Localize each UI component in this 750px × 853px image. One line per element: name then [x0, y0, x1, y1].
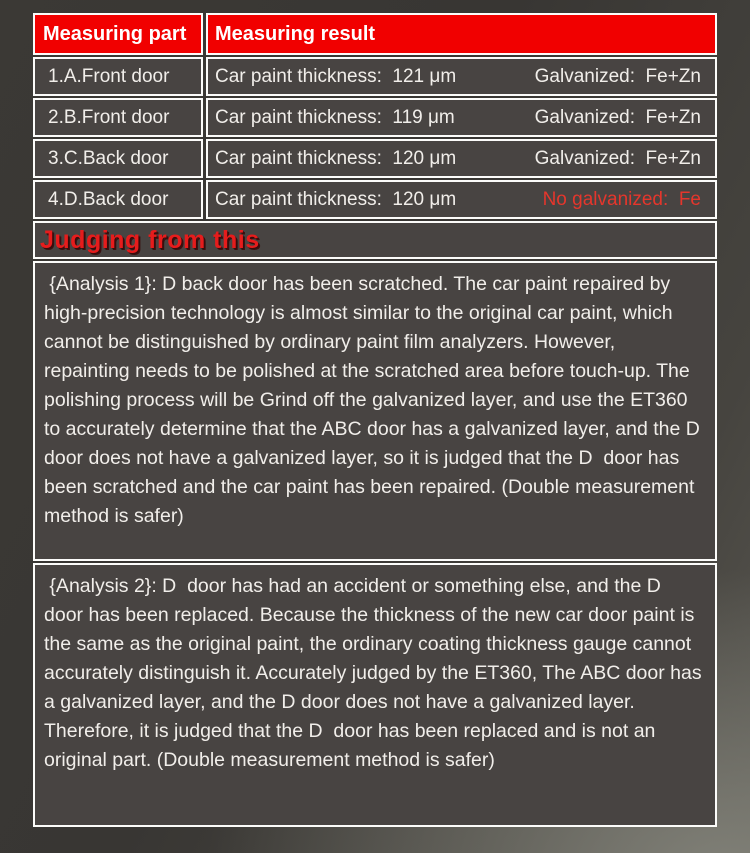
part-label: 2.B.Front door [33, 98, 203, 137]
thickness-value: Car paint thickness: 120 μm [215, 147, 457, 169]
part-label: 4.D.Back door [33, 180, 203, 219]
galvanized-value: Galvanized: Fe+Zn [534, 147, 701, 169]
measurement-report [33, 13, 717, 827]
result-cell [206, 57, 717, 96]
thickness-value: Car paint thickness: 121 μm [215, 65, 457, 87]
judging-row [33, 221, 717, 259]
table-row-c-back-door [33, 139, 717, 178]
part-label: 1.A.Front door [33, 57, 203, 96]
header-measuring-part: Measuring part [33, 13, 203, 55]
analysis-1-row [33, 261, 717, 561]
header-measuring-result: Measuring result [206, 13, 717, 55]
table-row-b-front-door [33, 98, 717, 137]
result-cell [206, 139, 717, 178]
galvanized-value: Galvanized: Fe+Zn [534, 65, 701, 87]
thickness-value: Car paint thickness: 119 μm [215, 106, 455, 128]
part-label: 3.C.Back door [33, 139, 203, 178]
galvanized-value: Galvanized: Fe+Zn [534, 106, 701, 128]
table-row-a-front-door [33, 57, 717, 96]
judging-heading: Judging from this [40, 225, 260, 254]
analysis-2-row [33, 563, 717, 827]
result-cell [206, 98, 717, 137]
table-row-d-back-door [33, 180, 717, 219]
judging-cell [33, 221, 717, 259]
thickness-value: Car paint thickness: 120 μm [215, 188, 457, 210]
result-cell [206, 180, 717, 219]
table-header-row [33, 13, 717, 55]
analysis-2-text: {Analysis 2}: D door has had an accident or something else, and the D door has been replaced. Because the thickness of the new car door paint is the same as the original paint, the ordinary coating thickness gauge cannot accurately distinguish it. Accurately judged by the ET360, The ABC door has a galvanized layer, and the D door does not have a galvanized layer. Therefore, it is judged that the D door has been replaced and is not an original part. (Double measurement method is safer) [33, 563, 717, 827]
analysis-1-text: {Analysis 1}: D back door has been scratched. The car paint repaired by high-precision technology is almost similar to the original car paint, which cannot be distinguished by ordinary paint film analyzers. However, repainting needs to be polished at the scratched area before touch-up. The polishing process will be Grind off the galvanized layer, and use the ET360 to accurately determine that the ABC door has a galvanized layer, and the D door does not have a galvanized layer, so it is judged that the D door has been scratched and the car paint has been repaired. (Double measurement method is safer) [33, 261, 717, 561]
no-galvanized-alert: No galvanized: Fe [542, 188, 701, 210]
